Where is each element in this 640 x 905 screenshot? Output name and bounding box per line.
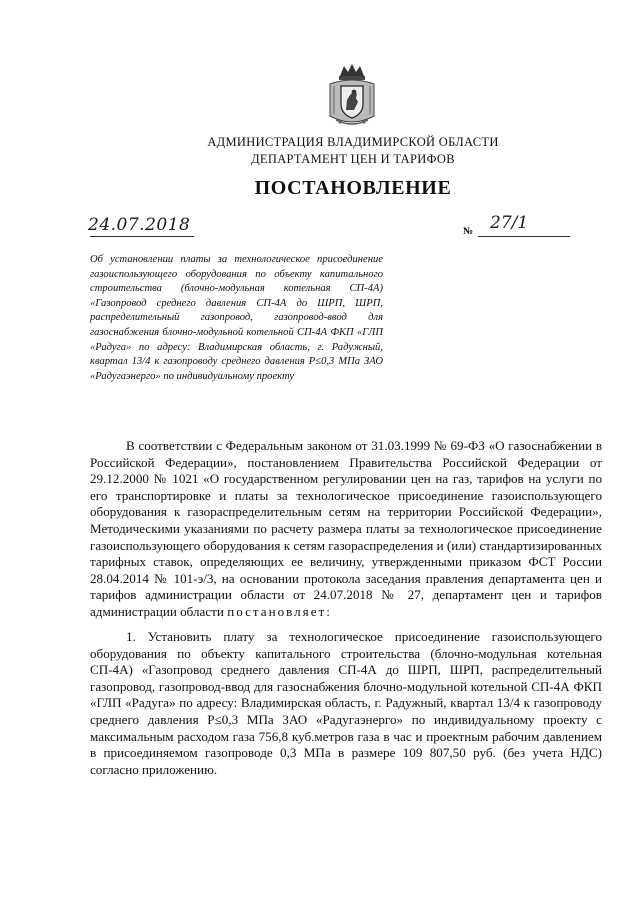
document-date: 24.07.2018	[88, 215, 191, 235]
organization-name: АДМИНИСТРАЦИЯ ВЛАДИМИРСКОЙ ОБЛАСТИ	[207, 135, 499, 149]
coat-of-arms-icon	[326, 62, 378, 128]
preamble-text: В соответствии с Федеральным законом от 31.03.1999 № 69-ФЗ «О газоснабжении в Российской Федерации», постановлением Правительства Российской Федерации от 29.12.2000 № 1021 «О государственном регулировании цен на газ, тарифов на услуги по его транспортировке и платы за технологическое присоединение газоиспользующего оборудования к газораспределительным сетям на территории Российской Федерации», Методическими указаниями по расчету размера платы за технологическое присоединение газоиспользующего оборудования к сетям газораспределения и (или) стандартизированных тарифных ставок, определяющих ее величину, утвержденными приказом ФСТ России 28.04.2014 № 101-э/3, на основании протокола заседания правления департамента цен и тарифов администрации области от 24.07.2018 № 27, департамент цен и тарифов администрации области	[90, 438, 602, 619]
decree-word: постановляет:	[227, 603, 332, 619]
document-number: 27/1	[490, 213, 529, 233]
number-underline	[478, 236, 570, 237]
department-name: ДЕПАРТАМЕНТ ЦЕН И ТАРИФОВ	[251, 152, 455, 166]
number-label: №	[463, 226, 474, 237]
date-underline	[90, 236, 194, 237]
document-type-title: ПОСТАНОВЛЕНИЕ	[254, 177, 452, 199]
item-1-paragraph: 1. Установить плату за технологическое присоединение газоиспользующего оборудования по объекту капитального строительства (блочно-модульная котельная СП-4А) «Газопровод среднего давления СП-4А до ШРП, ШРП, распределительный газопровод, газопровод-ввод для газоснабжения блочно-модульной котельной СП-4А ФКП «ГЛП «Радуга» по адресу: Владимирская область, г. Радужный, квартал 13/4 к газопроводу среднего давления P≤0,3 МПа ЗАО «Радугаэнерго» по индивидуальному проекту с максимальным расходом газа 756,8 куб.метров газа в час и проектным рабочим давлением в присоединяемом газопроводе 0,3 МПа в размере 109 807,50 руб. (без учета НДС) согласно приложению.	[90, 629, 602, 777]
preamble-paragraph	[90, 438, 602, 621]
document-subject: Об установлении платы за технологическое присоединение газоиспользующего оборудования по объекту капитального строительства (блочно-модульная котельная СП-4А) «Газопровод среднего давления СП-4А до ШРП, ШРП, распределительный газопровод, газопровод-ввод для газоснабжения блочно-модульной котельной СП-4А ФКП «ГЛП «Радуга» по адресу: Владимирская область, г. Радужный, квартал 13/4 к газопроводу среднего давления P≤0,3 МПа ЗАО «Радугаэнерго» по индивидуальному проекту	[90, 254, 383, 382]
